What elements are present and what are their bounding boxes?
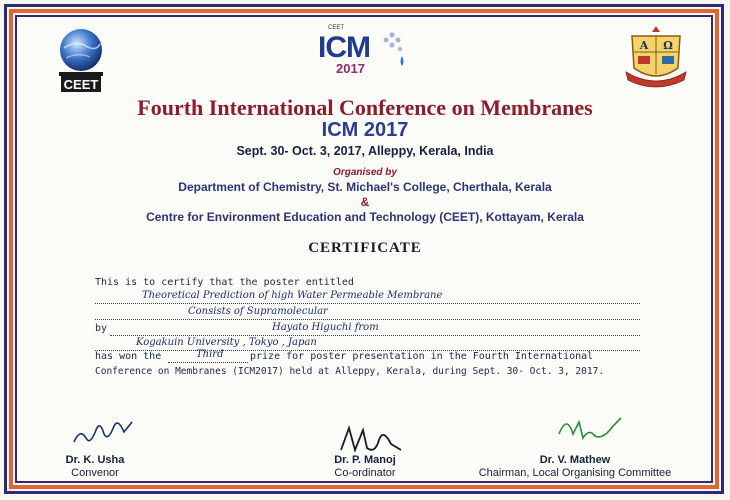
- icm-2017-logo: [312, 20, 412, 80]
- author-name: Hayato Higuchi from: [272, 322, 379, 333]
- signature-mathew: [555, 408, 625, 448]
- icm-logo-text: ICM: [318, 31, 370, 64]
- ceet-globe-logo: [56, 26, 106, 94]
- dotted-line: [110, 335, 640, 336]
- signature-usha: [70, 410, 140, 450]
- signatory-1-role: Convenor: [71, 467, 119, 479]
- author-affiliation: Kogakuin University , Tokyo , Japan: [136, 337, 317, 348]
- dotted-line: [95, 303, 640, 304]
- dotted-line: [95, 319, 640, 320]
- svg-text:Ω: Ω: [663, 39, 673, 52]
- organiser-ampersand: &: [360, 195, 370, 209]
- conference-short-name: ICM 2017: [321, 119, 409, 141]
- organiser-ceet: Centre for Environment Education and Technology (CEET), Kottayam, Kerala: [146, 210, 584, 224]
- svg-text:A: A: [639, 39, 649, 52]
- signatory-3-name: Dr. V. Mathew: [539, 454, 611, 466]
- organiser-department: Department of Chemistry, St. Michael's College, Cherthala, Kerala: [178, 180, 552, 194]
- poster-title-line-2: Consists of Supramolecular: [188, 306, 328, 317]
- won-suffix: prize for poster presentation in the Fourth International: [250, 351, 594, 362]
- certificate-closing: Conference on Membranes (ICM2017) held at Alleppy, Kerala, during Sept. 30- Oct. 3, 2017.: [95, 366, 605, 377]
- signatory-3-role: Chairman, Local Organising Committee: [478, 467, 672, 479]
- certificate-intro: This is to certify that the poster entitled: [95, 277, 354, 288]
- organised-by-label: Organised by: [333, 167, 397, 178]
- poster-title-line-1: Theoretical Prediction of high Water Permeable Membrane: [142, 290, 443, 301]
- by-label: by: [95, 323, 108, 334]
- signatory-2-role: Co-ordinator: [334, 467, 396, 479]
- dotted-line: [168, 362, 248, 363]
- signatory-2-name: Dr. P. Manoj: [334, 454, 396, 466]
- icm-logo-year: 2017: [336, 61, 365, 76]
- conference-dates-location: Sept. 30- Oct. 3, 2017, Alleppy, Kerala, India: [236, 144, 494, 158]
- ceet-logo-text: CEET: [63, 77, 99, 92]
- conference-title: Fourth International Conference on Membranes: [137, 95, 593, 120]
- college-crest-logo: [620, 22, 692, 92]
- prize-rank: Third: [196, 349, 224, 360]
- signatory-1-name: Dr. K. Usha: [65, 454, 125, 466]
- icm-logo-ceet-text: CEET: [328, 25, 345, 31]
- won-prefix: has won the: [95, 351, 162, 362]
- certificate-title: CERTIFICATE: [308, 240, 422, 256]
